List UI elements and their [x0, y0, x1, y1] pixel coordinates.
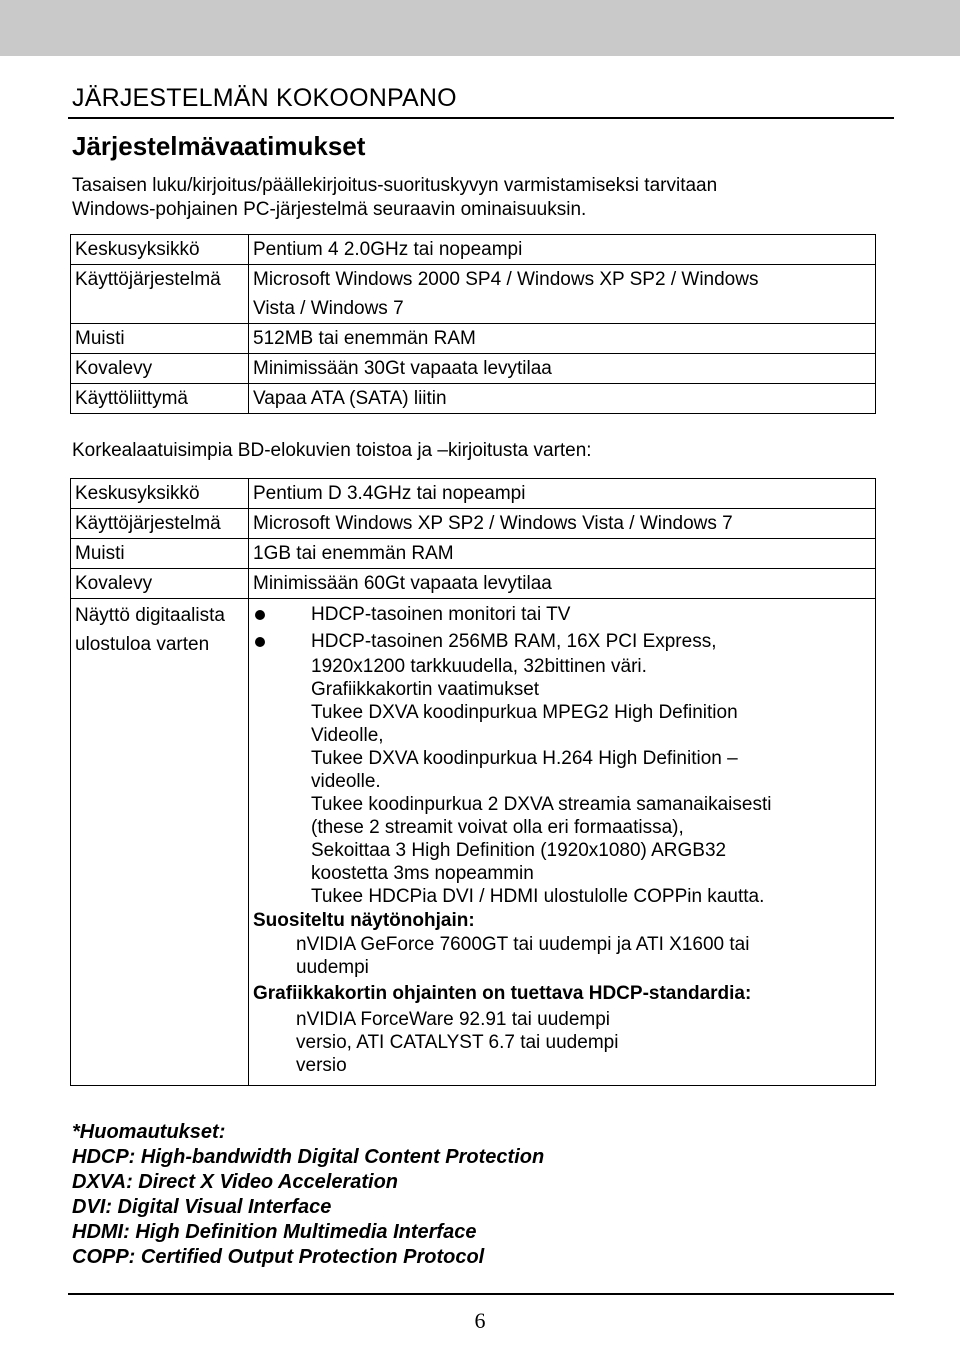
list-item-text: HDCP-tasoinen 256MB RAM, 16X PCI Express,	[311, 631, 717, 652]
detail-line: 1920x1200 tarkkuudella, 32bittinen väri.	[311, 656, 647, 677]
spec-key: Kovalevy	[71, 354, 249, 384]
detail-line: versio	[296, 1055, 347, 1076]
note-line: *Huomautukset:	[72, 1121, 226, 1143]
spec-key	[71, 599, 249, 1086]
detail-line: videolle.	[311, 771, 381, 792]
note-line: HDMI: High Definition Multimedia Interface	[72, 1221, 477, 1243]
detail-line: (these 2 streamit voivat olla eri formaatissa),	[311, 817, 684, 838]
detail-line: Tukee koodinpurkua 2 DXVA streamia samanaikaisesti	[311, 794, 772, 815]
title-divider	[68, 117, 894, 119]
note-line: DVI: Digital Visual Interface	[72, 1196, 332, 1218]
spec-key-line: ulostuloa varten	[75, 634, 210, 655]
detail-line: koostetta 3ms nopeammin	[311, 863, 534, 884]
table-row	[71, 599, 876, 1086]
detail-line: nVIDIA ForceWare 92.91 tai uudempi	[296, 1009, 611, 1030]
section-subtitle: Järjestelmävaatimukset	[72, 131, 366, 161]
spec-value: Microsoft Windows XP SP2 / Windows Vista / Windows 7	[249, 509, 876, 539]
display-requirements-cell	[249, 599, 876, 1086]
table-row	[71, 539, 876, 569]
note-line: HDCP: High-bandwidth Digital Content Protection	[72, 1146, 545, 1168]
detail-line: Tukee DXVA koodinpurkua H.264 High Definition –	[311, 748, 738, 769]
spec-key: Muisti	[71, 324, 249, 354]
table-row	[71, 354, 876, 384]
spec-key-line: Näyttö digitaalista	[75, 605, 225, 626]
detail-line: Sekoittaa 3 High Definition (1920x1080) ARGB32	[311, 840, 727, 861]
detail-line: Tukee HDCPia DVI / HDMI ulostulolle COPPin kautta.	[311, 886, 765, 907]
spec-key: Käyttöjärjestelmä	[71, 509, 249, 539]
spec-key: Käyttöliittymä	[71, 384, 249, 414]
bd-requirements-heading: Korkealaatuisimpia BD-elokuvien toistoa ja –kirjoitusta varten:	[72, 440, 592, 461]
spec-key: Keskusyksikkö	[71, 479, 249, 509]
list-item	[253, 628, 875, 655]
list-item	[253, 601, 875, 628]
bullet-icon	[255, 610, 265, 620]
page-header-band	[0, 0, 960, 56]
bullet-icon	[255, 637, 265, 647]
spec-value-line: Microsoft Windows 2000 SP4 / Windows XP SP2 / Windows	[253, 269, 759, 290]
spec-value: Pentium D 3.4GHz tai nopeampi	[249, 479, 876, 509]
intro-line: Windows-pohjainen PC-järjestelmä seuraavin ominaisuuksin.	[72, 199, 587, 220]
bd-requirements-table	[70, 478, 876, 1086]
minimum-requirements-table	[70, 234, 876, 414]
table-row	[71, 479, 876, 509]
detail-line: Videolle,	[311, 725, 384, 746]
detail-line: Tukee DXVA koodinpurkua MPEG2 High Definition	[311, 702, 738, 723]
table-row	[71, 265, 876, 324]
note-line: COPP: Certified Output Protection Protocol	[72, 1246, 485, 1268]
table-row	[71, 509, 876, 539]
list-item-text: HDCP-tasoinen monitori tai TV	[311, 604, 571, 625]
page-number: 6	[474, 1308, 486, 1333]
spec-value	[249, 265, 876, 324]
driver-heading: Grafiikkakortin ohjainten on tuettava HDCP-standardia:	[253, 983, 752, 1004]
intro-paragraph	[72, 174, 892, 222]
spec-value: Minimissään 30Gt vapaata levytilaa	[249, 354, 876, 384]
spec-key: Kovalevy	[71, 569, 249, 599]
intro-line: Tasaisen luku/kirjoitus/päällekirjoitus-suorituskyvyn varmistamiseksi tarvitaan	[72, 175, 718, 196]
footer-divider	[68, 1293, 894, 1295]
table-row	[71, 569, 876, 599]
spec-value-line: Vista / Windows 7	[253, 298, 404, 319]
spec-value: 512MB tai enemmän RAM	[249, 324, 876, 354]
spec-value: 1GB tai enemmän RAM	[249, 539, 876, 569]
table-row	[71, 384, 876, 414]
spec-value: Pentium 4 2.0GHz tai nopeampi	[249, 235, 876, 265]
notes-block	[72, 1120, 544, 1270]
page-title: JÄRJESTELMÄN KOKOONPANO	[72, 84, 457, 112]
table-row	[71, 235, 876, 265]
spec-key: Muisti	[71, 539, 249, 569]
detail-line: nVIDIA GeForce 7600GT tai uudempi ja ATI X1600 tai	[296, 934, 750, 955]
note-line: DXVA: Direct X Video Acceleration	[72, 1171, 399, 1193]
table-row	[71, 324, 876, 354]
recommended-card-heading: Suositeltu näytönohjain:	[253, 910, 475, 931]
spec-value: Minimissään 60Gt vapaata levytilaa	[249, 569, 876, 599]
spec-value: Vapaa ATA (SATA) liitin	[249, 384, 876, 414]
spec-key: Käyttöjärjestelmä	[71, 265, 249, 324]
detail-line: Grafiikkakortin vaatimukset	[311, 679, 540, 700]
detail-line: uudempi	[296, 957, 369, 978]
spec-key: Keskusyksikkö	[71, 235, 249, 265]
detail-line: versio, ATI CATALYST 6.7 tai uudempi	[296, 1032, 619, 1053]
